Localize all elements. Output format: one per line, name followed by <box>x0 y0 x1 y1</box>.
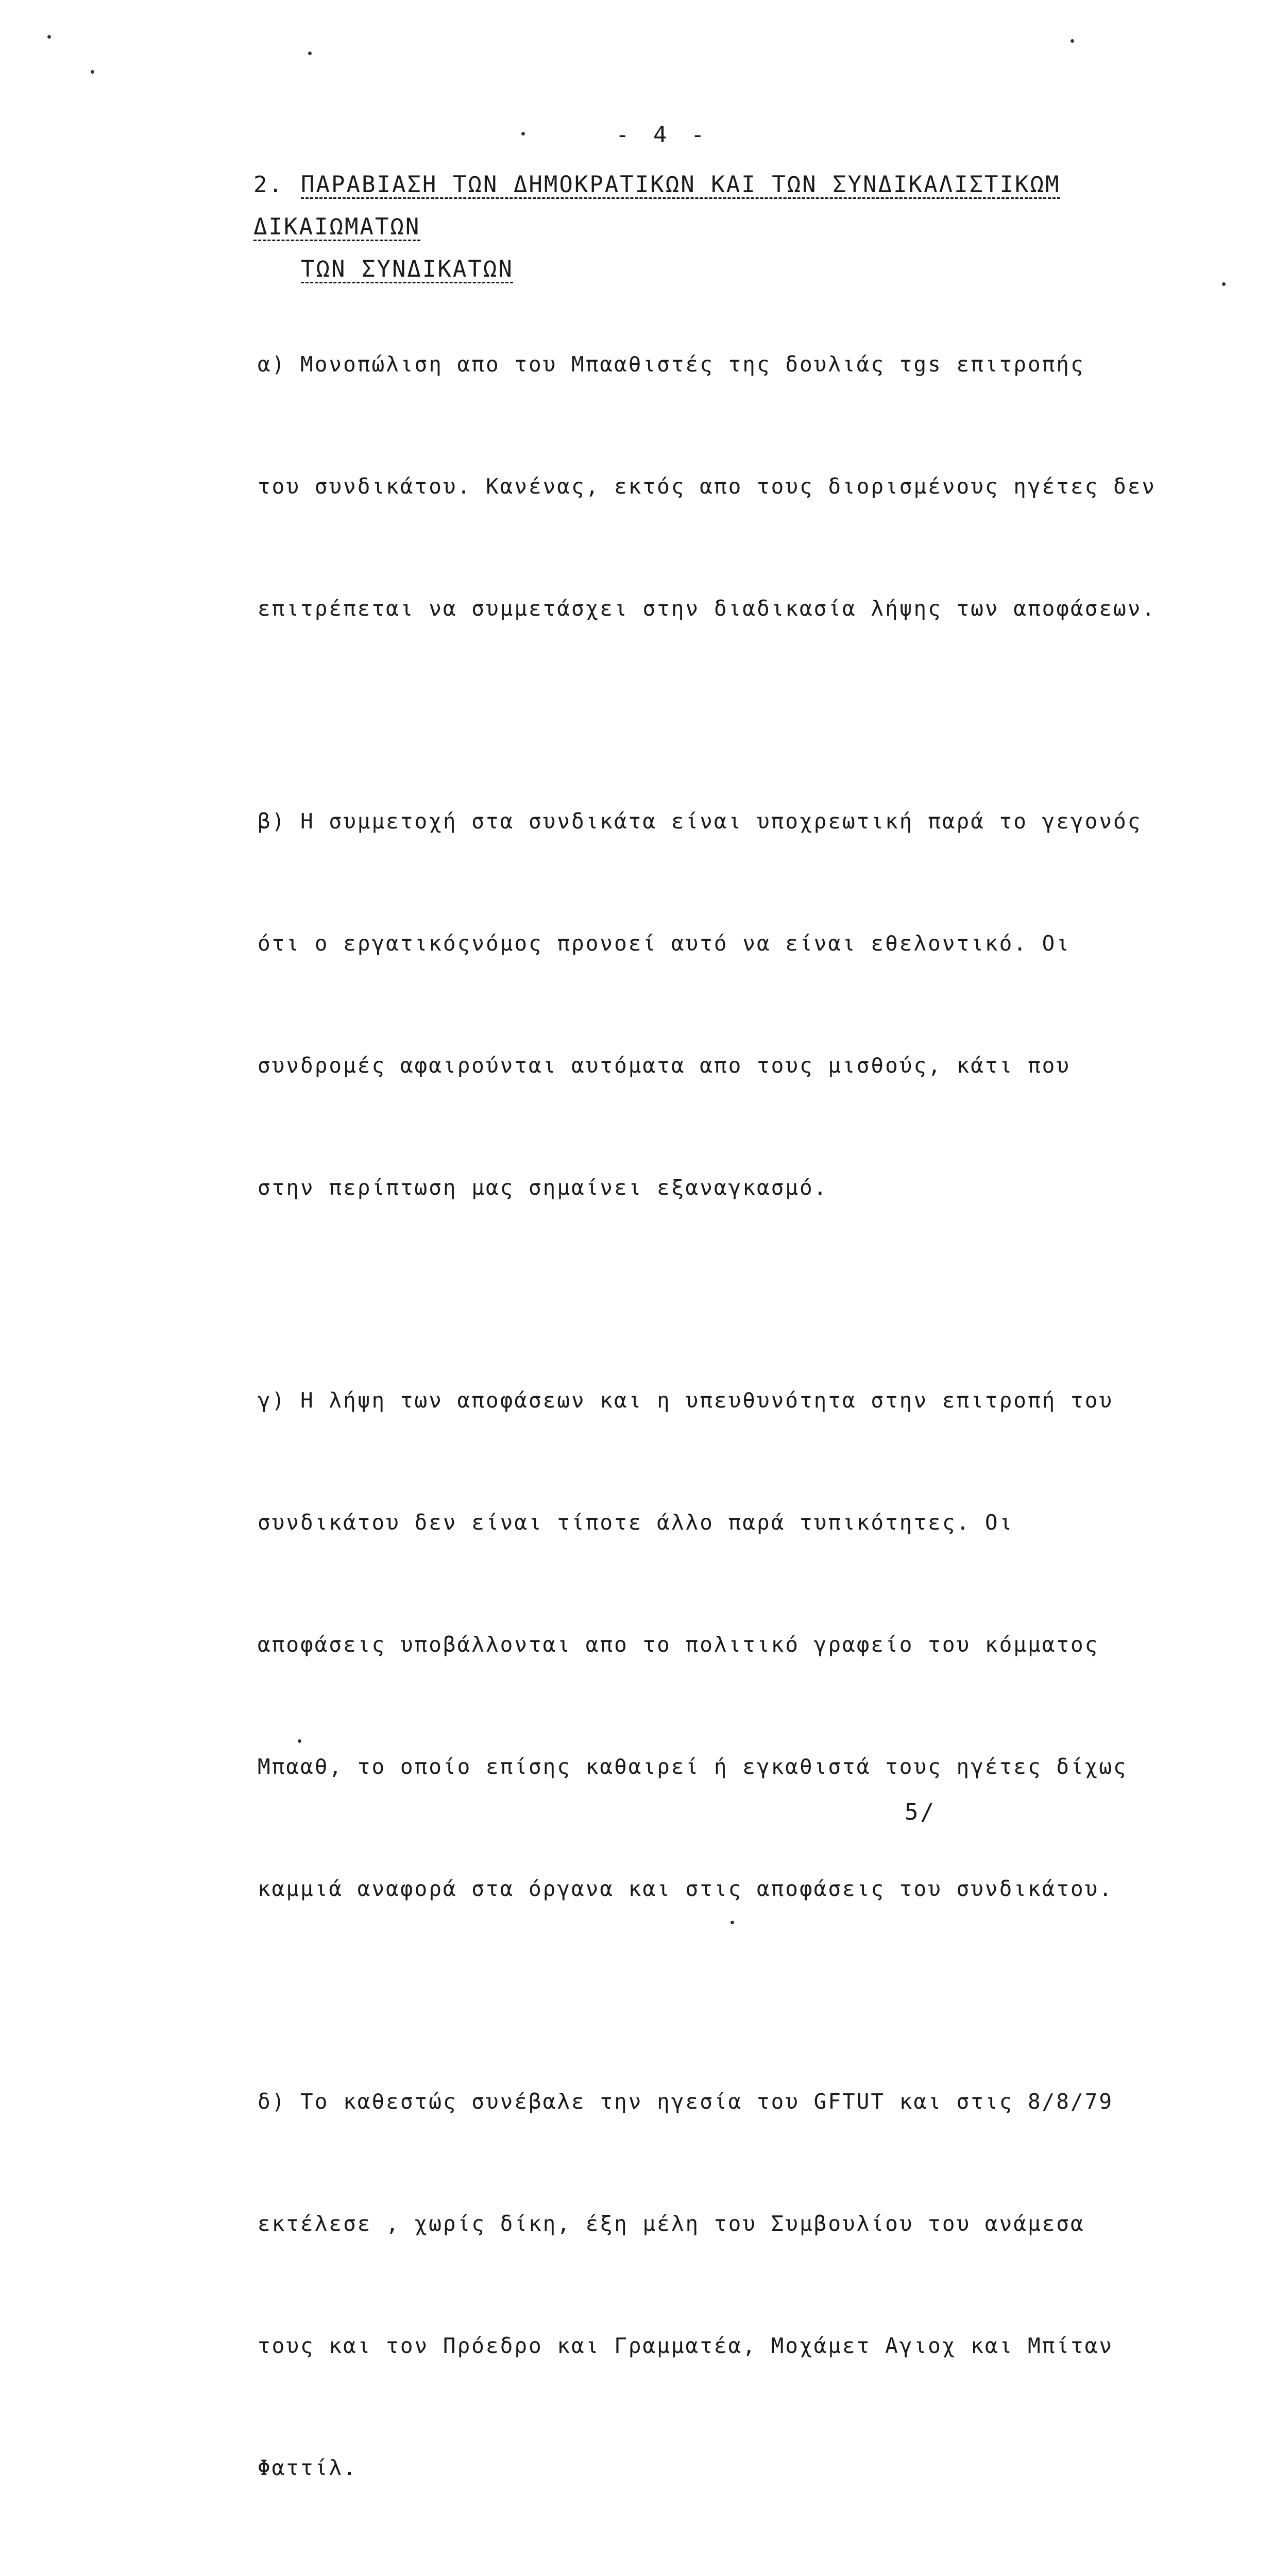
text-line: Μπααθ, το οποίο επίσης καθαιρεί ή εγκαθιστά τους ηγέτες δίχως <box>258 1754 1128 1779</box>
text-line: του συνδικάτου. Κανένας, εκτός απο τους διορισμένους ηγέτες δεν <box>258 474 1157 499</box>
scan-speck <box>1071 39 1074 43</box>
text-line: εκτέλεσε , χωρίς δίκη, έξη μέλη του Συμβουλίου του ανάμεσα <box>258 2211 1085 2236</box>
scan-speck <box>91 70 94 74</box>
scan-speck <box>521 132 525 135</box>
heading-text-2: ΤΩΝ ΣΥΝΔΙΚΑΤΩΝ <box>301 256 514 282</box>
text-line: ότι ο εργατικόςνόμος προνοεί αυτό να είναι εθελοντικό. Οι <box>258 931 1071 956</box>
text-line: τους και τον Πρόεδρο και Γραμματέα, Μοχάμετ Αγιοχ και Μπίταν <box>258 2333 1114 2358</box>
scan-speck <box>47 35 51 39</box>
text-line: καμμιά αναφορά στα όργανα και στις αποφάσεις του συνδικάτου. <box>258 1876 1114 1901</box>
text-line: Φαττίλ. <box>258 2455 358 2480</box>
scan-speck <box>308 52 312 55</box>
page-number: - 4 - <box>616 122 710 148</box>
text-line: συνδικάτου δεν είναι τίποτε άλλο παρά τυπικότητες. Οι <box>258 1510 1014 1535</box>
text-line: συνδρομές αφαιρούνται αυτόματα απο τους μισθούς, κάτι που <box>258 1053 1071 1078</box>
text-line: δ) Το καθεστώς συνέβαλε την ηγεσία του GFTUT και στις 8/8/79 <box>258 2089 1114 2114</box>
text-line: επιτρέπεται να συμμετάσχει στην διαδικασία λήψης των αποφάσεων. <box>258 596 1157 621</box>
continuation-marker: 5/ <box>905 1799 936 1825</box>
text-line: α) Μονοπώλιση απο του Μπααθιστές της δουλιάς τgs επιτροπής <box>258 352 1085 377</box>
text-line: στην περίπτωση μας σημαίνει εξαναγκασμό. <box>258 1175 828 1200</box>
paragraph-c <box>258 1299 1221 1991</box>
paragraph-a <box>258 263 1221 710</box>
document-body <box>258 263 1221 2576</box>
scan-speck <box>731 1921 734 1924</box>
paragraph-b <box>258 720 1221 1290</box>
text-line: γ) Η λήψη των αποφάσεων και η υπευθυνότητα στην επιτροπή του <box>258 1388 1114 1413</box>
scan-speck <box>1222 282 1226 286</box>
heading-text: ΠΑΡΑΒΙΑΣΗ ΤΩΝ ΔΗΜΟΚΡΑΤΙΚΩΝ ΚΑΙ ΤΩΝ ΣΥΝΔΙΚΑΛΙΣΤΙΚΩΜ ΔΙΚΑΙΩΜΑΤΩΝ <box>253 172 1061 240</box>
text-line: β) Η συμμετοχή στα συνδικάτα είναι υποχρεωτική παρά το γεγονός <box>258 809 1142 834</box>
heading-line-1 <box>253 164 1232 248</box>
scan-speck <box>298 1739 301 1743</box>
section-number: 2. <box>253 172 284 198</box>
paragraph-d <box>258 2000 1221 2570</box>
text-line: αποφάσεις υποβάλλονται απο το πολιτικό γραφείο του κόμματος <box>258 1632 1099 1657</box>
